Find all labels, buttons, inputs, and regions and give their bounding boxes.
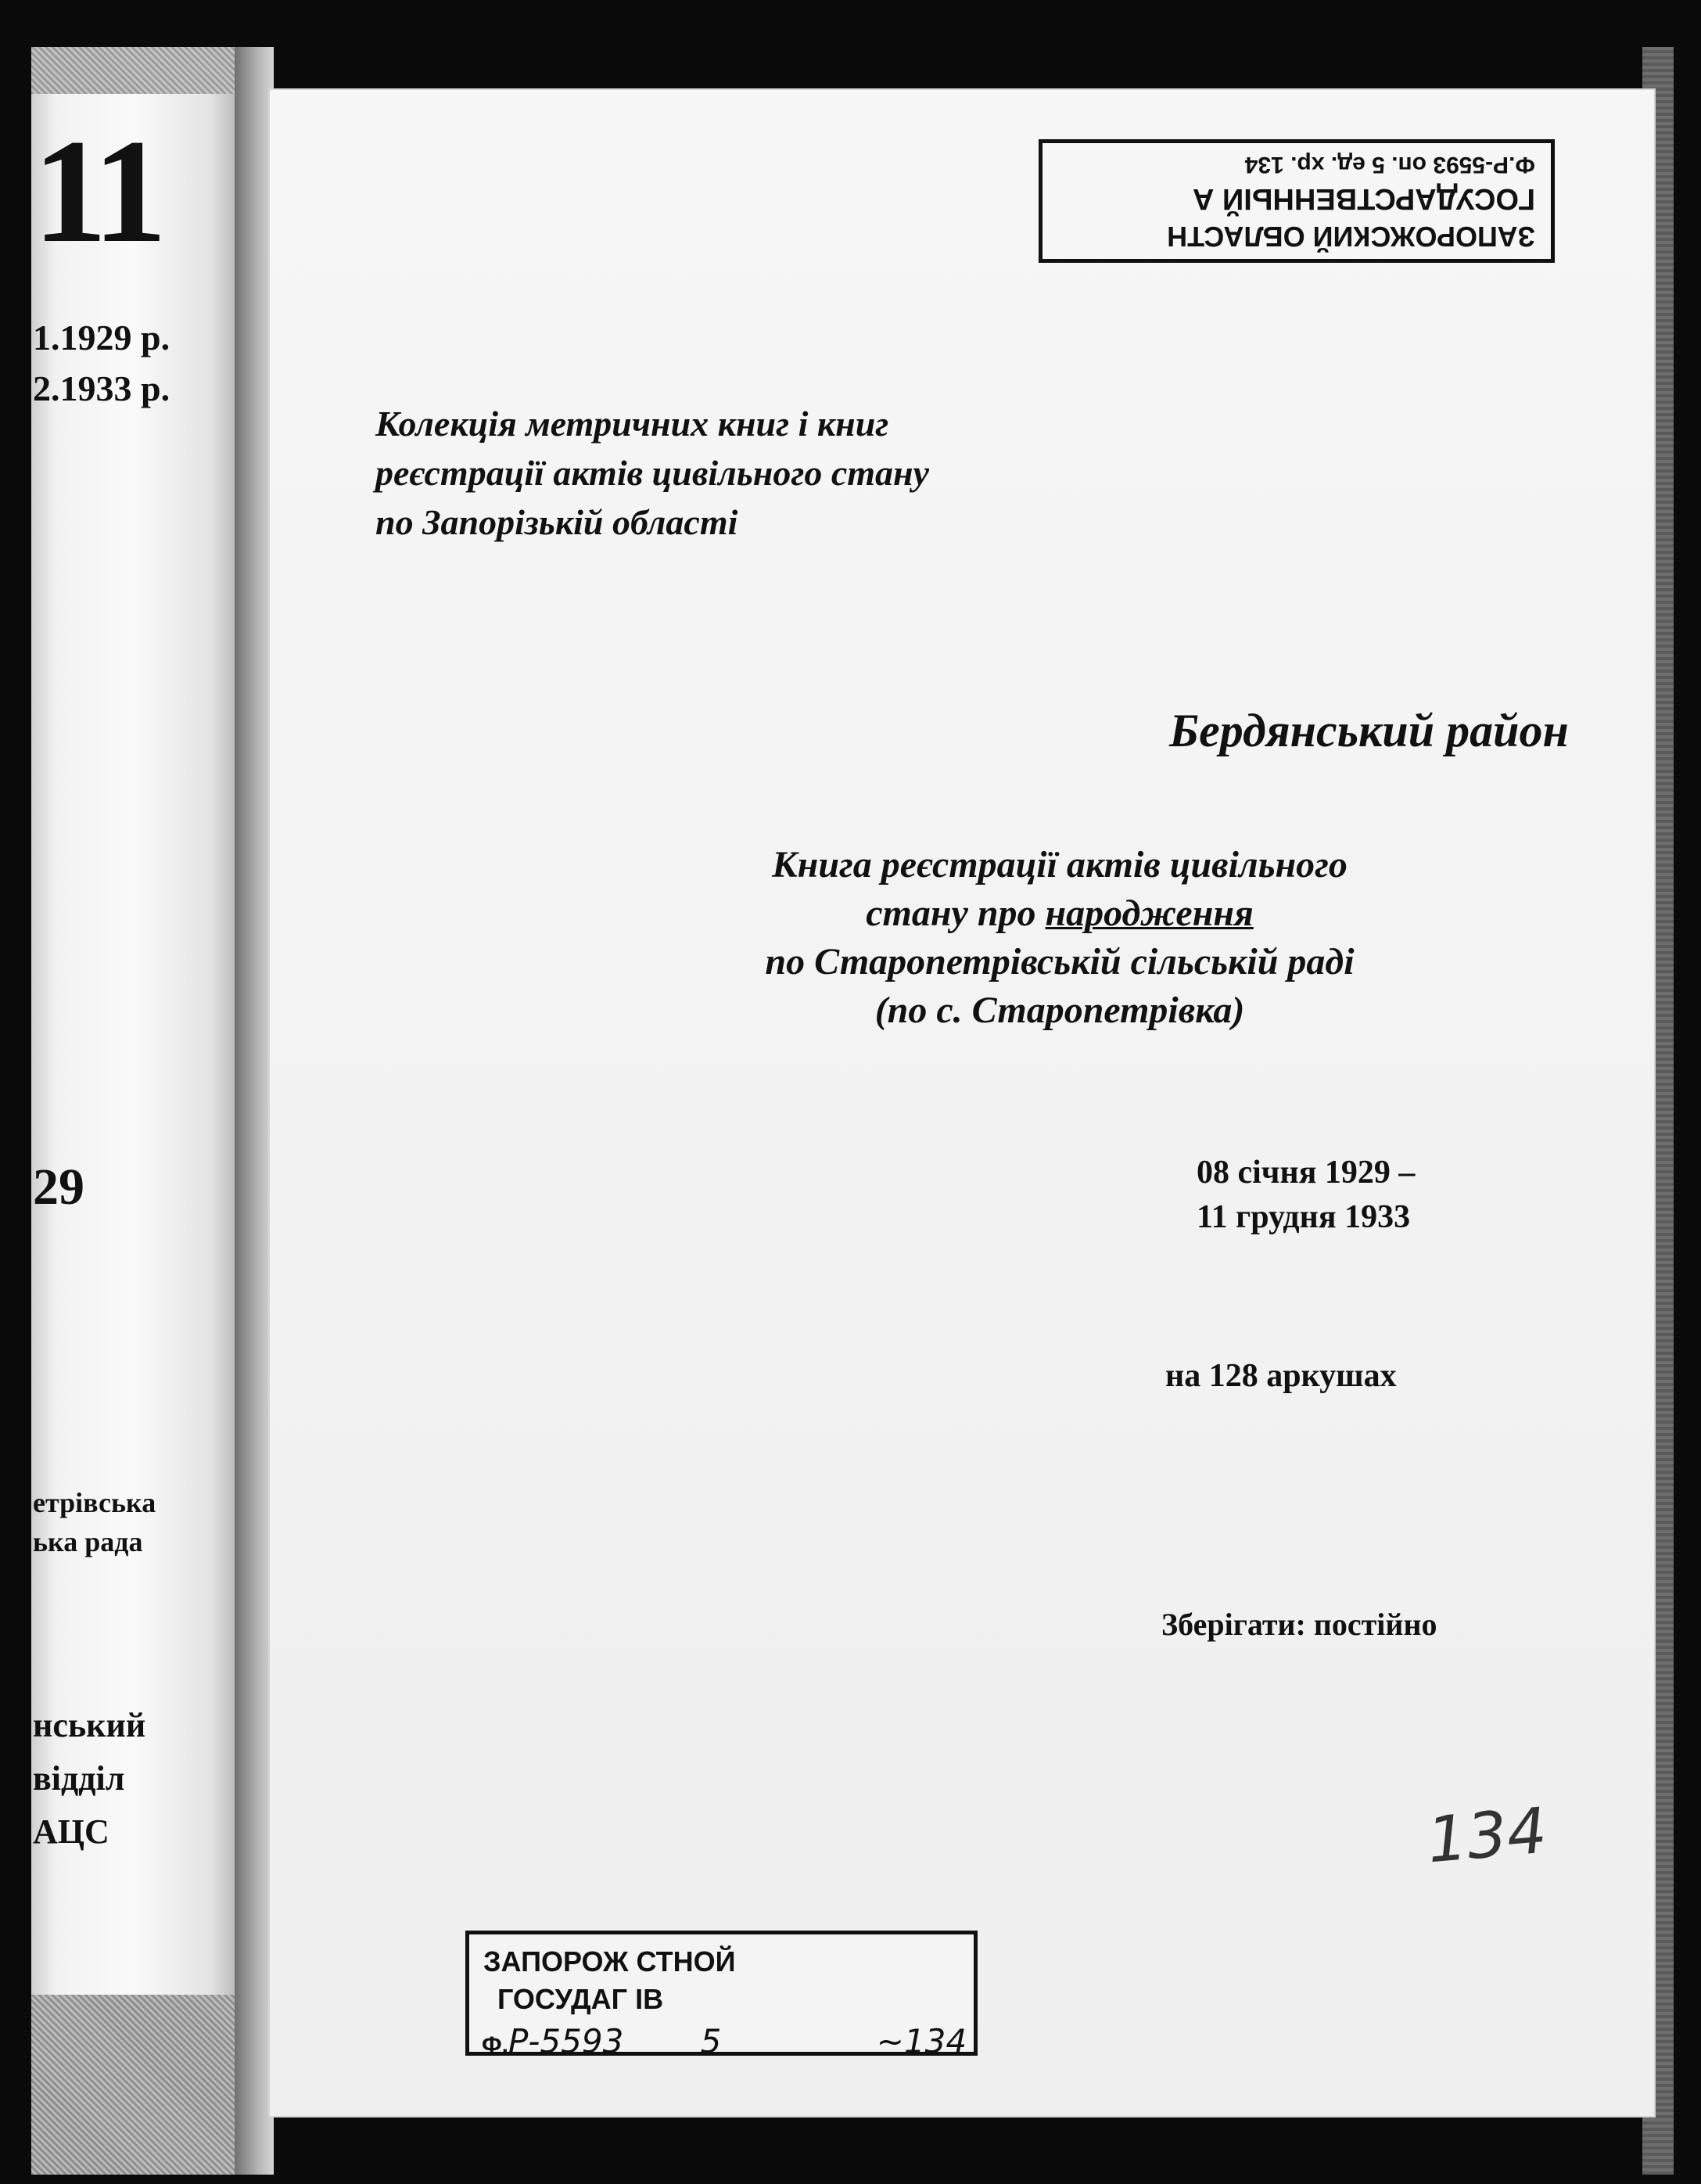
collection-line2: реєстрації актів цивільного стану — [375, 453, 929, 493]
spine-number: 11 — [33, 110, 161, 274]
stamp-bottom-line1: ЗАПОРОЖ СТНОЙ — [483, 1945, 736, 1977]
spine-council-line2: ька рада — [33, 1526, 143, 1557]
stamp-item: ~134 — [876, 2022, 967, 2060]
spine-dept-line1: нський — [33, 1706, 146, 1744]
book-title-prefix: стану про — [866, 893, 1036, 934]
spine-dept-line3: АЦС — [33, 1812, 109, 1851]
stamp-top-line1: ЗАПОРОЖСКИЙ ОБЛАСТН — [1167, 221, 1535, 253]
spine-council-line1: етрівська — [33, 1487, 156, 1518]
date-from: 08 січня 1929 – — [1197, 1155, 1416, 1191]
book-spine — [31, 47, 235, 2175]
handwritten-number: 134 — [1424, 1794, 1550, 1877]
stamp-bottom-line2: ГОСУДАГ ІВ — [497, 1983, 664, 2015]
collection-line1: Колекція метричних книг і книг — [375, 404, 889, 444]
stamp-fond-prefix: Ф. — [482, 2032, 508, 2058]
collection-line3: по Запорізькій області — [375, 502, 738, 542]
archive-stamp-top — [1039, 139, 1555, 263]
sheet-count: на 128 аркушах — [1165, 1358, 1397, 1394]
retention-note: Зберігати: постійно — [1161, 1607, 1437, 1642]
district-title: Бердянський район — [1169, 705, 1569, 756]
spine-cloth-bottom — [31, 1995, 266, 2175]
stamp-opis: 5 — [700, 2022, 722, 2060]
book-record-type: народження — [1045, 893, 1254, 934]
spine-cloth-top — [31, 47, 258, 94]
stamp-bottom-line3 — [482, 2022, 967, 2060]
stamp-top-line2: ГОСУДАРСТВЕННЫЙ А — [1192, 182, 1535, 215]
book-title-line2 — [669, 892, 1451, 935]
spine-year: 29 — [33, 1158, 84, 1216]
book-title-line4: (по с. Старопетрівка) — [874, 990, 1245, 1031]
book-title-line1: Книга реєстрації актів цивільного — [772, 844, 1348, 885]
archive-stamp-bottom — [465, 1931, 978, 2060]
date-to: 11 грудня 1933 — [1197, 1199, 1411, 1235]
spine-date-start: 1.1929 р. — [33, 318, 170, 357]
cover-edge — [235, 47, 274, 2175]
book-title-line3: по Старопетрівській сільській раді — [765, 941, 1355, 982]
spine-dept-line2: відділ — [33, 1759, 125, 1798]
stamp-fond: Р-5593 — [508, 2022, 624, 2060]
stamp-top-line3: Ф.Р-5593 оп. 5 ед. хр. 134 — [1244, 152, 1535, 178]
spine-date-end: 2.1933 р. — [33, 368, 170, 408]
